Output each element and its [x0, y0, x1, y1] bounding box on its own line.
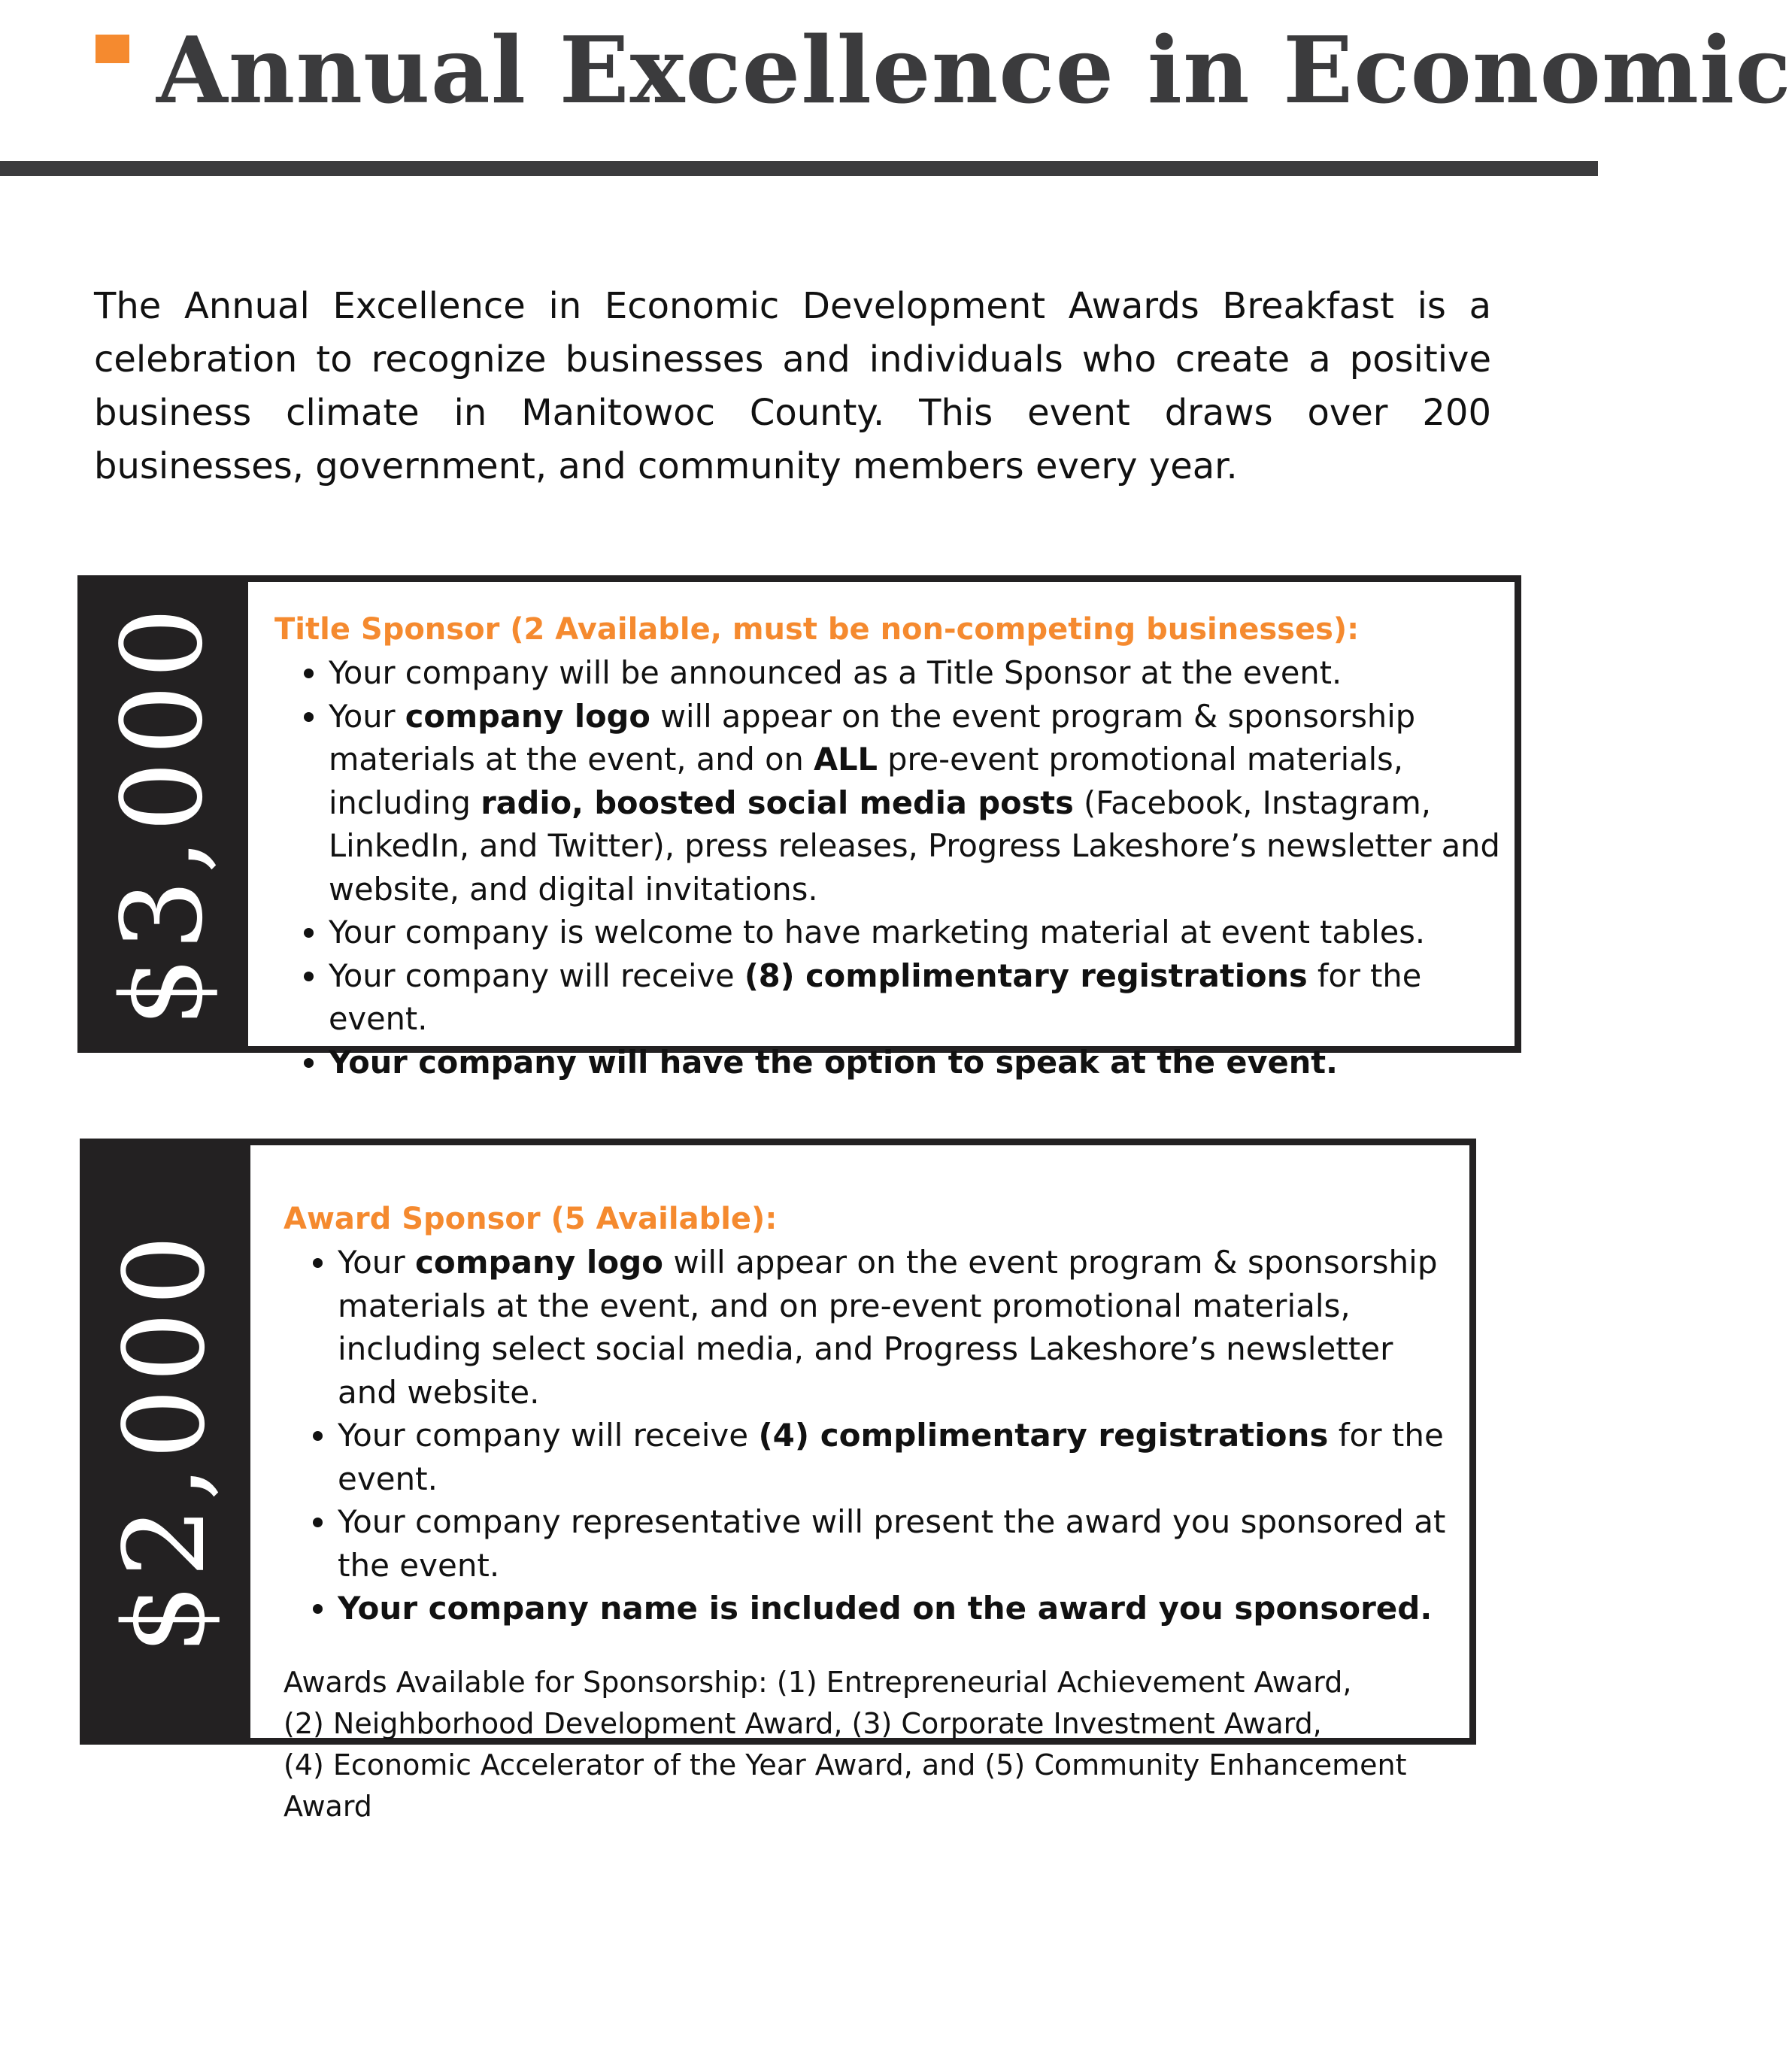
price-bar	[77, 575, 247, 1053]
awards-available-note	[284, 1662, 1454, 1827]
text-run: Your	[338, 1244, 416, 1281]
page-title: Annual Excellence in Economic	[156, 16, 1792, 124]
bold-text: (8) complimentary registrations	[744, 957, 1308, 994]
title-divider	[0, 161, 1598, 176]
bold-text: Your company will have the option to speak at the event.	[329, 1043, 1338, 1081]
tier-content	[241, 575, 1521, 1081]
bold-text: company logo	[415, 1244, 664, 1281]
accent-square	[96, 35, 129, 63]
benefit-item	[329, 651, 1504, 695]
benefit-item	[329, 1041, 1504, 1084]
benefit-item	[338, 1414, 1454, 1500]
bold-text: radio, boosted social media posts	[481, 784, 1074, 821]
bold-text: company logo	[405, 697, 650, 735]
tier-heading: Title Sponsor (2 Available, must be non-competing businesses):	[274, 612, 1360, 647]
bold-text: Your company name is included on the award you sponsored.	[338, 1590, 1433, 1627]
intro-paragraph: The Annual Excellence in Economic Development Awards Breakfast is a celebration to recognize businesses and individuals who create a positive business climate in Manitowoc County. This event draws over 200 businesses, government, and community members every year.	[94, 285, 1491, 487]
text-run: for the event.	[338, 1417, 1444, 1497]
price-bar	[80, 1139, 250, 1745]
price-label: $3,000	[98, 601, 227, 1027]
awards-line: Awards Available for Sponsorship: (1) Entrepreneurial Achievement Award,	[284, 1665, 1352, 1699]
awards-line: (4) Economic Accelerator of the Year Award, and (5) Community Enhancement Award	[284, 1748, 1407, 1823]
benefit-item	[338, 1241, 1454, 1414]
text-run: will appear on the event program & sponsorship materials at the event, and on pre-event promotional materials, including select social media, and Progress Lakeshore’s newsletter and website.	[338, 1244, 1438, 1411]
text-run: (Facebook, Instagram, LinkedIn, and Twitter), press releases, Progress Lakeshore’s newsletter and website, and digital invitations.	[329, 784, 1500, 908]
text-run: Your company will receive	[329, 957, 744, 994]
benefit-list	[274, 651, 1504, 1084]
awards-line: (2) Neighborhood Development Award, (3) Corporate Investment Award,	[284, 1706, 1322, 1740]
bold-text: (4) complimentary registrations	[758, 1417, 1329, 1454]
text-run: Your company will be announced as a Title Sponsor at the event.	[329, 654, 1342, 691]
text-run: Your company representative will present the award you sponsored at the event.	[338, 1503, 1446, 1584]
bold-text: ALL	[813, 741, 878, 778]
text-run: Your	[329, 697, 405, 735]
benefit-item	[338, 1500, 1454, 1587]
benefit-item	[329, 695, 1504, 911]
benefit-list	[284, 1241, 1454, 1630]
benefit-item	[329, 954, 1504, 1041]
award-sponsor-tier	[80, 1139, 1476, 1823]
tier-heading: Award Sponsor (5 Available):	[284, 1202, 778, 1236]
tier-content	[244, 1139, 1476, 1823]
price-label: $2,000	[100, 1229, 229, 1654]
text-run: pre-event promotional materials, including	[329, 741, 1403, 821]
benefit-item	[338, 1587, 1454, 1630]
text-run: for the event.	[329, 957, 1422, 1037]
text-run: will appear on the event program & sponsorship materials at the event, and on	[329, 697, 1416, 778]
text-run: Your company is welcome to have marketing material at event tables.	[329, 914, 1426, 951]
title-sponsor-tier	[77, 575, 1521, 1081]
text-run: Your company will receive	[338, 1417, 759, 1454]
benefit-item	[329, 911, 1504, 954]
